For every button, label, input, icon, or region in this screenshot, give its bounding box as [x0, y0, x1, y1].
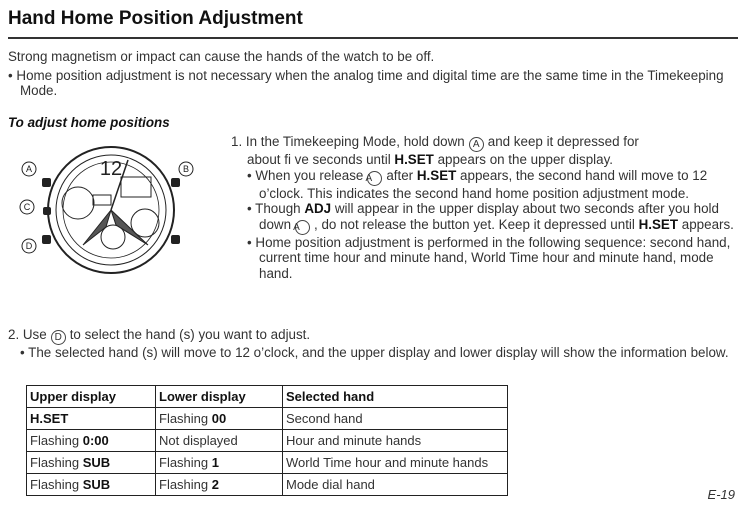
button-a-icon: A — [367, 171, 382, 186]
step-1-line-1 — [231, 134, 741, 152]
bullet-1-text-b: after — [386, 167, 414, 183]
lower-cell: Flashing 2 — [156, 474, 283, 496]
hand-cell: Second hand — [283, 408, 508, 430]
bullet-2-text-c: , do not release the button yet. Keep it depressed until — [314, 216, 635, 232]
step-2 — [8, 327, 743, 361]
table-row — [27, 408, 508, 430]
hset-label: H.SET — [416, 167, 457, 183]
page-title: Hand Home Position Adjustment — [8, 8, 303, 29]
dial-twelve: 12 — [99, 158, 123, 180]
bullet-1-text-a: • When you release — [247, 167, 364, 183]
step-1-bullet-3: • Home position adjustment is performed in the following sequence: second hand, current time hour and minute hand, World Time hour and minute hand, mode hand. — [247, 234, 731, 281]
upper-cell: Flashing 0:00 — [27, 430, 156, 452]
upper-cell: Flashing SUB — [27, 452, 156, 474]
watch-illustration — [18, 145, 198, 275]
hand-cell: Mode dial hand — [283, 474, 508, 496]
hset-label: H.SET — [394, 152, 434, 167]
lower-cell: Flashing 1 — [156, 452, 283, 474]
step-1-line-2 — [231, 152, 741, 168]
step-1 — [231, 134, 741, 281]
subheading: To adjust home positions — [8, 115, 170, 130]
step-1-text-a: 1. In the Timekeeping Mode, hold down — [231, 134, 465, 149]
button-d-icon: D — [51, 330, 66, 345]
title-divider — [8, 37, 738, 39]
button-a-icon: A — [295, 220, 310, 235]
header-lower-display: Lower display — [156, 386, 283, 408]
intro-bullet: • Home position adjustment is not necessary when the analog time and digital time are the same time in the Timekeeping Mode. — [8, 68, 724, 98]
step-1-text-d: appears on the upper display. — [437, 152, 614, 167]
header-selected-hand: Selected hand — [283, 386, 508, 408]
step-2-line — [8, 327, 743, 345]
step-1-text-c: about fi ve seconds until — [247, 152, 391, 167]
upper-cell: H.SET — [27, 408, 156, 430]
bullet-1-text-c: appears, the second hand will move to 12 o’clock. This indicates the second hand home position adjustment mode. — [259, 167, 708, 201]
intro-text: Strong magnetism or impact can cause the hands of the watch to be off. — [8, 49, 435, 64]
hand-cell: Hour and minute hands — [283, 430, 508, 452]
step-1-bullet-1 — [243, 168, 741, 202]
button-b-label: B — [182, 164, 190, 174]
button-a-label: A — [25, 164, 33, 174]
bullet-2-text-b: will appear in the upper display about two seconds after you hold down — [259, 201, 719, 232]
hand-cell: World Time hour and minute hands — [283, 452, 508, 474]
header-upper-display: Upper display — [27, 386, 156, 408]
table-header-row — [27, 386, 508, 408]
table-row — [27, 452, 508, 474]
table-row — [27, 430, 508, 452]
step-2-text-a: 2. Use — [8, 327, 47, 342]
lower-cell: Flashing 00 — [156, 408, 283, 430]
adj-label: ADJ — [304, 201, 332, 216]
step-1-bullet-2 — [243, 201, 741, 235]
table-row — [27, 474, 508, 496]
bullet-2-text-a: • Though — [247, 201, 301, 216]
button-a-icon: A — [469, 137, 484, 152]
page-number: E-19 — [707, 487, 735, 502]
bullet-2-text-d: appears. — [681, 216, 734, 232]
step-2-text-b: to select the hand (s) you want to adjust. — [69, 327, 311, 342]
step-1-text-b: and keep it depressed for — [487, 134, 639, 149]
upper-cell: Flashing SUB — [27, 474, 156, 496]
button-c-label: C — [23, 202, 31, 212]
step-2-bullet: • The selected hand (s) will move to 12 o’clock, and the upper display and lower display will show the information below. — [20, 345, 729, 360]
lower-cell: Not displayed — [156, 430, 283, 452]
hand-selection-table — [26, 385, 508, 496]
button-d-label: D — [25, 241, 33, 251]
hset-label: H.SET — [638, 216, 679, 232]
